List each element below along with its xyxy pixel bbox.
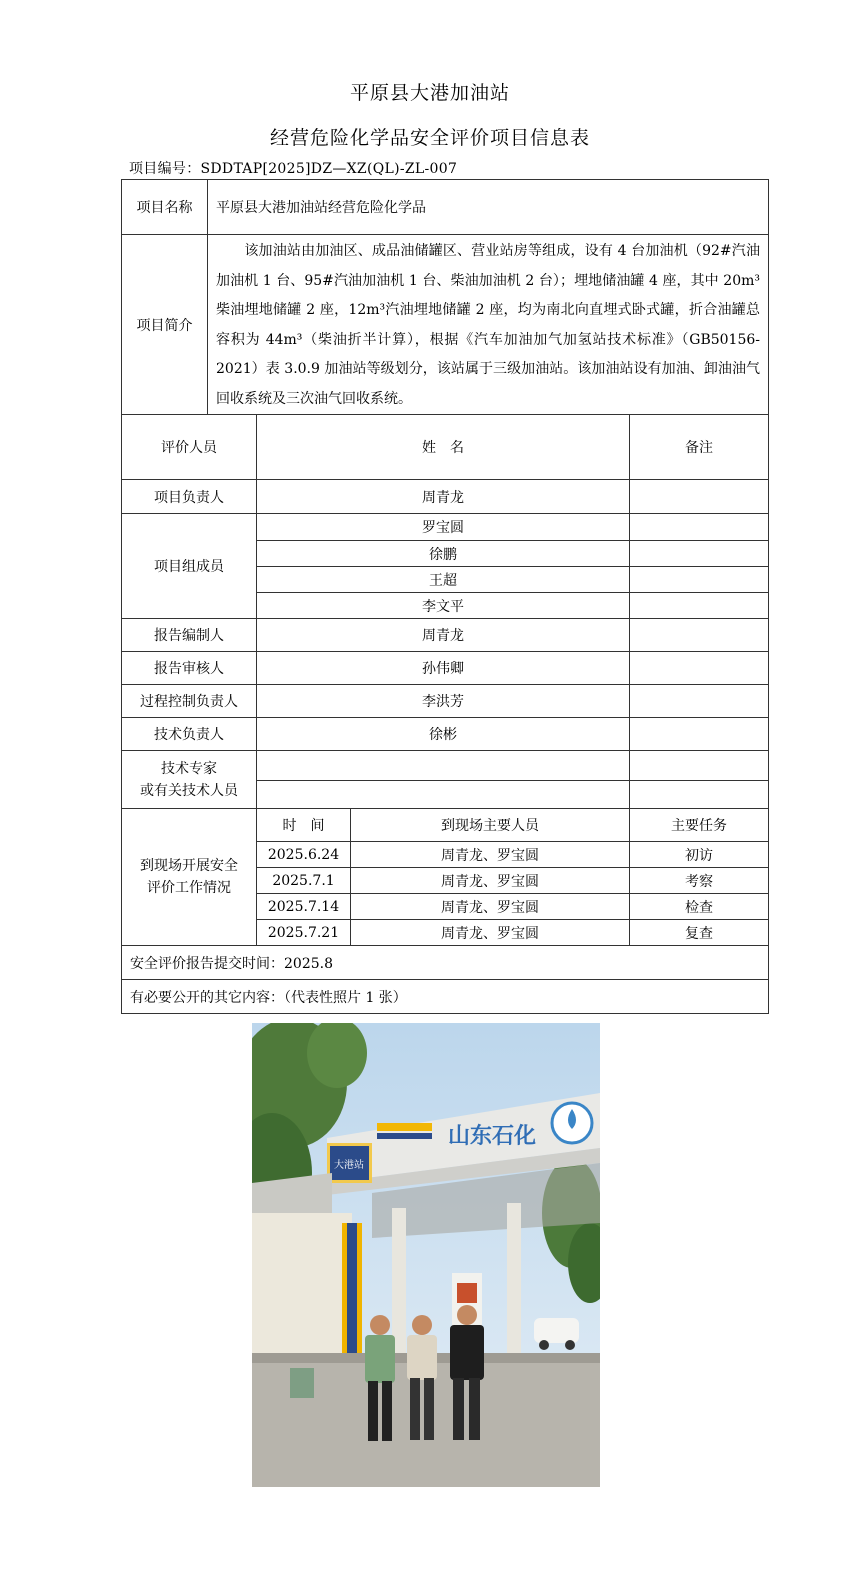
site-header-row	[122, 809, 769, 842]
experts-row	[122, 751, 769, 781]
project-intro-text: 该加油站由加油区、成品油储罐区、营业站房等组成，设有 4 台加油机（92#汽油加油机 1 台、95#汽油加油机 1 台、柴油加油机 2 台）；埋地储油罐 4 座，其中 20m³柴油埋地储罐 2 座，12m³汽油埋地储罐 2 座，均为南北向直埋式卧式罐，折合油罐总容积为 44m³（柴油折半计算），根据《汽车加油加气加氢站技术标准》（GB50156-2021）表 3.0.9 加油站等级划分，该站属于三级加油站。该加油站设有加油、卸油油气回收系统及三次油气回收系统。	[208, 235, 769, 415]
role-row	[122, 718, 769, 751]
header-name: 姓 名	[257, 415, 630, 480]
small-sign-text: 大港站	[334, 1160, 364, 1171]
project-intro-row	[122, 235, 769, 415]
canopy-sign-text: 山东石化	[447, 1124, 537, 1149]
canopy-pillar	[507, 1203, 521, 1363]
site-header-time: 时 间	[257, 809, 351, 842]
role-name: 徐彬	[257, 718, 630, 751]
visit-people: 周青龙、罗宝圆	[351, 868, 630, 894]
visit-date: 2025.7.14	[257, 894, 351, 920]
visit-task: 复查	[630, 920, 769, 946]
trash-bin	[290, 1368, 314, 1398]
project-name-label: 项目名称	[122, 180, 208, 235]
member-note	[630, 514, 769, 541]
other-content-row	[122, 980, 769, 1014]
building	[252, 1213, 352, 1353]
visit-task: 考察	[630, 868, 769, 894]
project-intro-label: 项目简介	[122, 235, 208, 415]
role-name: 周青龙	[257, 619, 630, 652]
experts-name	[257, 751, 630, 781]
visit-people: 周青龙、罗宝圆	[351, 920, 630, 946]
role-name: 孙伟卿	[257, 652, 630, 685]
role-note	[630, 619, 769, 652]
member-name: 李文平	[257, 593, 630, 619]
member-note	[630, 567, 769, 593]
visit-people: 周青龙、罗宝圆	[351, 842, 630, 868]
role-label: 技术负责人	[122, 718, 257, 751]
project-name: 平原县大港加油站经营危险化学品	[208, 180, 769, 235]
car	[534, 1318, 579, 1343]
gas-station-photo	[252, 1023, 600, 1487]
member-row	[122, 514, 769, 541]
visit-people: 周青龙、罗宝圆	[351, 894, 630, 920]
title-line-2: 经营危险化学品安全评价项目信息表	[269, 127, 590, 149]
leader-label: 项目负责人	[122, 480, 257, 514]
experts-note	[630, 751, 769, 781]
member-name: 徐鹏	[257, 541, 630, 567]
project-name-row	[122, 180, 769, 235]
site-label-line-2: 评价工作情况	[147, 880, 231, 896]
role-row	[122, 685, 769, 718]
leader-note	[630, 480, 769, 514]
site-header-task: 主要任务	[630, 809, 769, 842]
experts-label-line-2: 或有关技术人员	[140, 782, 238, 799]
representative-photo	[252, 1023, 600, 1487]
visit-task: 初访	[630, 842, 769, 868]
experts-label	[122, 751, 257, 809]
visit-date: 2025.7.21	[257, 920, 351, 946]
project-code: 项目编号：SDDTAP[2025]DZ—XZ(QL)-ZL-007	[129, 161, 458, 177]
header-role: 评价人员	[122, 415, 257, 480]
experts-label-line-1: 技术专家	[161, 760, 217, 777]
other-content: 有必要公开的其它内容：（代表性照片 1 张）	[122, 980, 769, 1014]
members-label: 项目组成员	[122, 514, 257, 619]
site-label	[122, 809, 257, 946]
role-name: 李洪芳	[257, 685, 630, 718]
leader-row	[122, 480, 769, 514]
header-note: 备注	[630, 415, 769, 480]
role-label: 报告审核人	[122, 652, 257, 685]
role-label: 报告编制人	[122, 619, 257, 652]
member-note	[630, 541, 769, 567]
member-name: 罗宝圆	[257, 514, 630, 541]
visit-date: 2025.7.1	[257, 868, 351, 894]
role-note	[630, 685, 769, 718]
member-note	[630, 593, 769, 619]
role-note	[630, 718, 769, 751]
experts-name	[257, 781, 630, 809]
submit-row	[122, 946, 769, 980]
role-row	[122, 619, 769, 652]
role-label: 过程控制负责人	[122, 685, 257, 718]
leader-name: 周青龙	[257, 480, 630, 514]
role-row	[122, 652, 769, 685]
personnel-header-row	[122, 415, 769, 480]
info-table	[121, 179, 769, 1014]
experts-note	[630, 781, 769, 809]
role-note	[630, 652, 769, 685]
member-name: 王超	[257, 567, 630, 593]
site-header-people: 到现场主要人员	[351, 809, 630, 842]
title-line-1: 平原县大港加油站	[349, 82, 510, 104]
visit-date: 2025.6.24	[257, 842, 351, 868]
submit-time: 安全评价报告提交时间：2025.8	[122, 946, 769, 980]
visit-task: 检查	[630, 894, 769, 920]
site-label-line-1: 到现场开展安全	[140, 858, 238, 874]
